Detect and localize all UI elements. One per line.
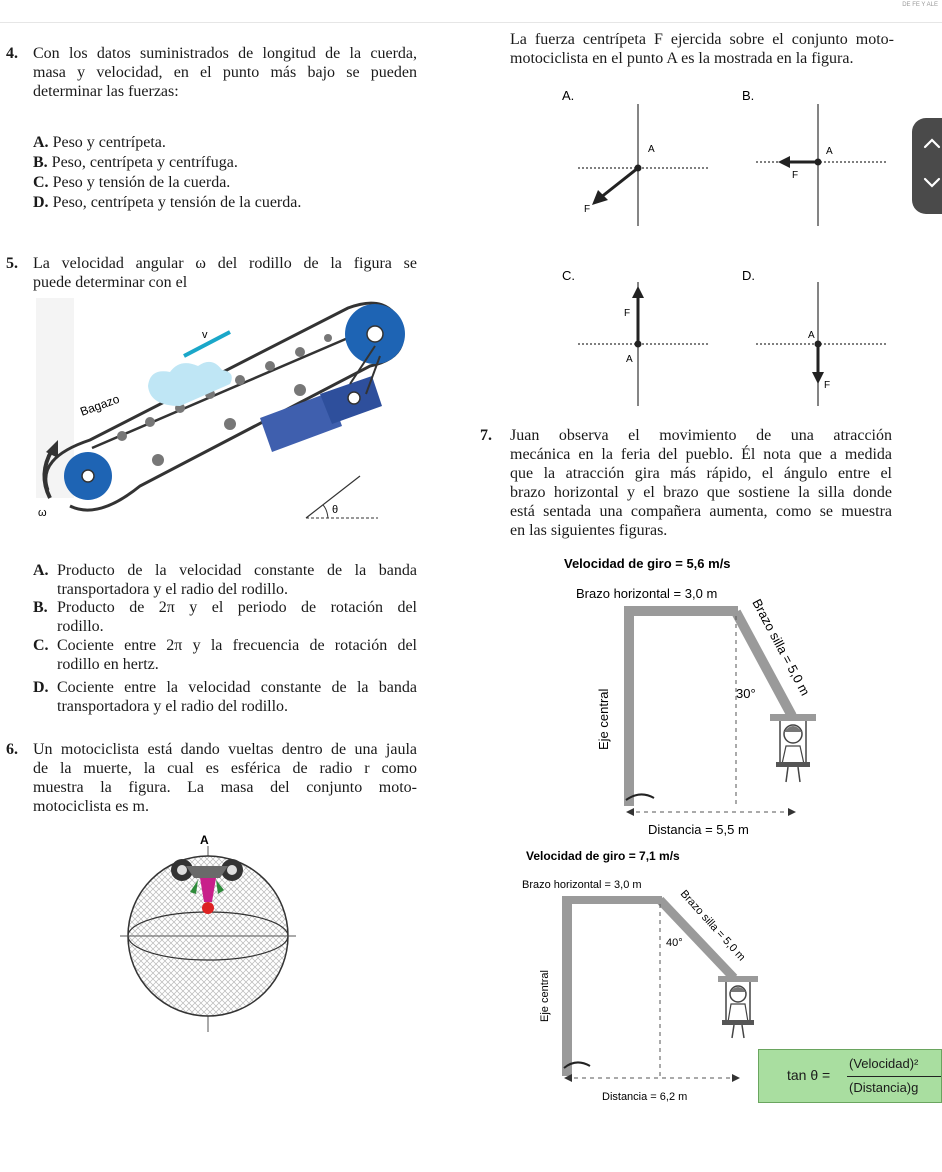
force-option-b[interactable] — [742, 88, 886, 226]
question-text-line: muestra la figura. La masa del conjunto moto- — [33, 779, 417, 796]
force-label: F — [824, 380, 831, 391]
seat-arm-label: Brazo silla = 5,0 m — [749, 596, 813, 699]
option-text: Peso y tensión de la cuerda. — [52, 174, 231, 191]
central-axis-bar — [562, 896, 572, 1076]
question-text-line: en las siguientes figuras. — [510, 522, 668, 539]
question-text-line: mecánica en la feria del pueblo. Él nota que a medida — [510, 446, 892, 463]
question-number: 4. — [6, 45, 18, 62]
distance-label: Distancia = 5,5 m — [648, 822, 749, 837]
option-label: D. — [33, 679, 49, 696]
option-a[interactable] — [33, 561, 417, 599]
page-nav-control — [912, 118, 942, 214]
option-label: C. — [33, 637, 49, 654]
option-label: C. — [33, 174, 49, 191]
question-text-line: que la atracción gira más rápido, el ángulo entre el — [510, 465, 892, 482]
question-text-line: determinar las fuerzas: — [33, 83, 179, 100]
horizontal-arm — [624, 606, 738, 616]
distance-arrow-right — [732, 1074, 740, 1082]
velocity-label: v — [202, 329, 208, 341]
speed-label: Velocidad de giro = 5,6 m/s — [564, 556, 731, 571]
chevron-down-icon — [920, 170, 942, 194]
seat-arm-label: Brazo silla = 5,0 m — [677, 887, 748, 964]
seat-bar — [718, 976, 758, 982]
question-text-line: Un motociclista está dando vueltas dentro de una jaula — [33, 741, 417, 758]
corner-mark: DE FE Y ALE — [902, 2, 938, 8]
sphere-figure — [120, 832, 296, 1038]
question-text-line: está sentada una compañera aumenta, como se muestra — [510, 503, 892, 520]
option-d[interactable] — [33, 678, 417, 716]
central-axis-bar — [624, 606, 634, 806]
omega-label: ω — [38, 507, 47, 519]
point-label: A — [648, 144, 655, 155]
option-b[interactable] — [33, 153, 238, 172]
force-option-a[interactable] — [562, 88, 710, 226]
question-text-line: La velocidad angular ω del rodillo de la figura se — [33, 255, 417, 272]
option-label: B. — [33, 599, 48, 616]
option-text-line: transportadora y el radio del rodillo. — [57, 698, 289, 715]
formula-lhs: tan θ = — [787, 1067, 831, 1083]
seat-bar — [770, 714, 816, 721]
formula-box — [758, 1049, 942, 1103]
question-text-line: puede determinar con el — [33, 274, 188, 291]
option-c[interactable] — [33, 173, 230, 192]
option-a[interactable] — [33, 133, 166, 152]
fraction-bar — [847, 1076, 941, 1077]
option-label: B. — [33, 154, 48, 171]
option-d[interactable] — [33, 193, 301, 212]
chevron-up-icon — [920, 132, 942, 156]
option-label: A. — [33, 562, 49, 579]
option-b[interactable] — [33, 598, 417, 636]
option-text: Peso y centrípeta. — [52, 134, 166, 151]
axis-label: Eje central — [539, 970, 551, 1022]
question-text-line: Juan observa el movimiento de una atracción — [510, 427, 892, 444]
formula-denominator: (Distancia)g — [849, 1080, 919, 1095]
option-text-line: Producto de 2π y el periodo de rotación del — [57, 599, 417, 616]
question-text-line: Con los datos suministrados de longitud de la cuerda, — [33, 45, 417, 62]
bottom-roller-hub — [82, 470, 94, 482]
top-roller-hub — [367, 326, 383, 342]
force-options-figure — [560, 86, 890, 416]
option-text-line: rodillo. — [57, 618, 104, 635]
option-label: D. — [33, 194, 49, 211]
force-label: F — [792, 170, 799, 181]
speed-label: Velocidad de giro = 7,1 m/s — [526, 849, 680, 863]
question-number: 6. — [6, 741, 18, 758]
ride-figure-1 — [560, 550, 860, 840]
angle-label: 40° — [666, 937, 683, 949]
previous-page-button[interactable] — [920, 132, 942, 162]
option-label: A. — [562, 88, 575, 103]
distance-arrow-left — [626, 808, 634, 816]
axis-label: Eje central — [596, 688, 611, 750]
point-a-label: A — [200, 833, 209, 847]
arm-label: Brazo horizontal = 3,0 m — [522, 879, 642, 891]
question-text-line: motociclista es m. — [33, 798, 149, 815]
point-label: A — [826, 146, 833, 157]
formula-numerator: (Velocidad)² — [849, 1056, 919, 1071]
force-label: F — [624, 308, 631, 319]
option-text-line: Producto de la velocidad constante de la banda — [57, 562, 417, 579]
distance-label: Distancia = 6,2 m — [602, 1091, 688, 1103]
child-on-swing — [722, 982, 754, 1038]
option-c[interactable] — [33, 636, 417, 674]
distance-arrow-right — [788, 808, 796, 816]
conveyor-figure — [30, 298, 420, 530]
question-number: 7. — [480, 427, 492, 444]
top-bar — [0, 0, 942, 23]
option-label: B. — [742, 88, 755, 103]
option-text: Peso, centrípeta y centrífuga. — [51, 154, 238, 171]
arm-label: Brazo horizontal = 3,0 m — [576, 586, 718, 601]
point-label: A — [626, 354, 633, 365]
question-text-line: brazo horizontal y el brazo que sostiene la silla donde — [510, 484, 892, 501]
option-label: C. — [562, 268, 575, 283]
force-label: F — [584, 204, 591, 215]
option-label: A. — [33, 134, 49, 151]
option-text-line: transportadora y el radio del rodillo. — [57, 581, 289, 598]
option-text-line: rodillo en hertz. — [57, 656, 159, 673]
continuation-text-line: La fuerza centrípeta F ejercida sobre el conjunto moto- — [510, 31, 894, 48]
angle-label: 30° — [736, 686, 756, 701]
option-label: D. — [742, 268, 755, 283]
next-page-button[interactable] — [920, 170, 942, 200]
force-option-d[interactable] — [742, 268, 886, 406]
continuation-text-line: motociclista en el punto A es la mostrada en la figura. — [510, 50, 854, 67]
child-on-swing — [776, 721, 810, 782]
option-text-line: Cociente entre 2π y la frecuencia de rotación del — [57, 637, 417, 654]
option-text: Peso, centrípeta y tensión de la cuerda. — [52, 194, 302, 211]
force-option-c[interactable] — [562, 268, 710, 406]
option-text-line: Cociente entre la velocidad constante de la banda — [57, 679, 417, 696]
point-label: A — [808, 330, 815, 341]
question-text-line: de la muerte, la cual es esférica de radio r como — [33, 760, 417, 777]
bagasse-label: Bagazo — [78, 391, 122, 419]
horizontal-arm — [562, 896, 662, 904]
question-text-line: masa y velocidad, en el punto más bajo se pueden — [33, 64, 417, 81]
question-number: 5. — [6, 255, 18, 272]
theta-label: θ — [332, 504, 339, 516]
